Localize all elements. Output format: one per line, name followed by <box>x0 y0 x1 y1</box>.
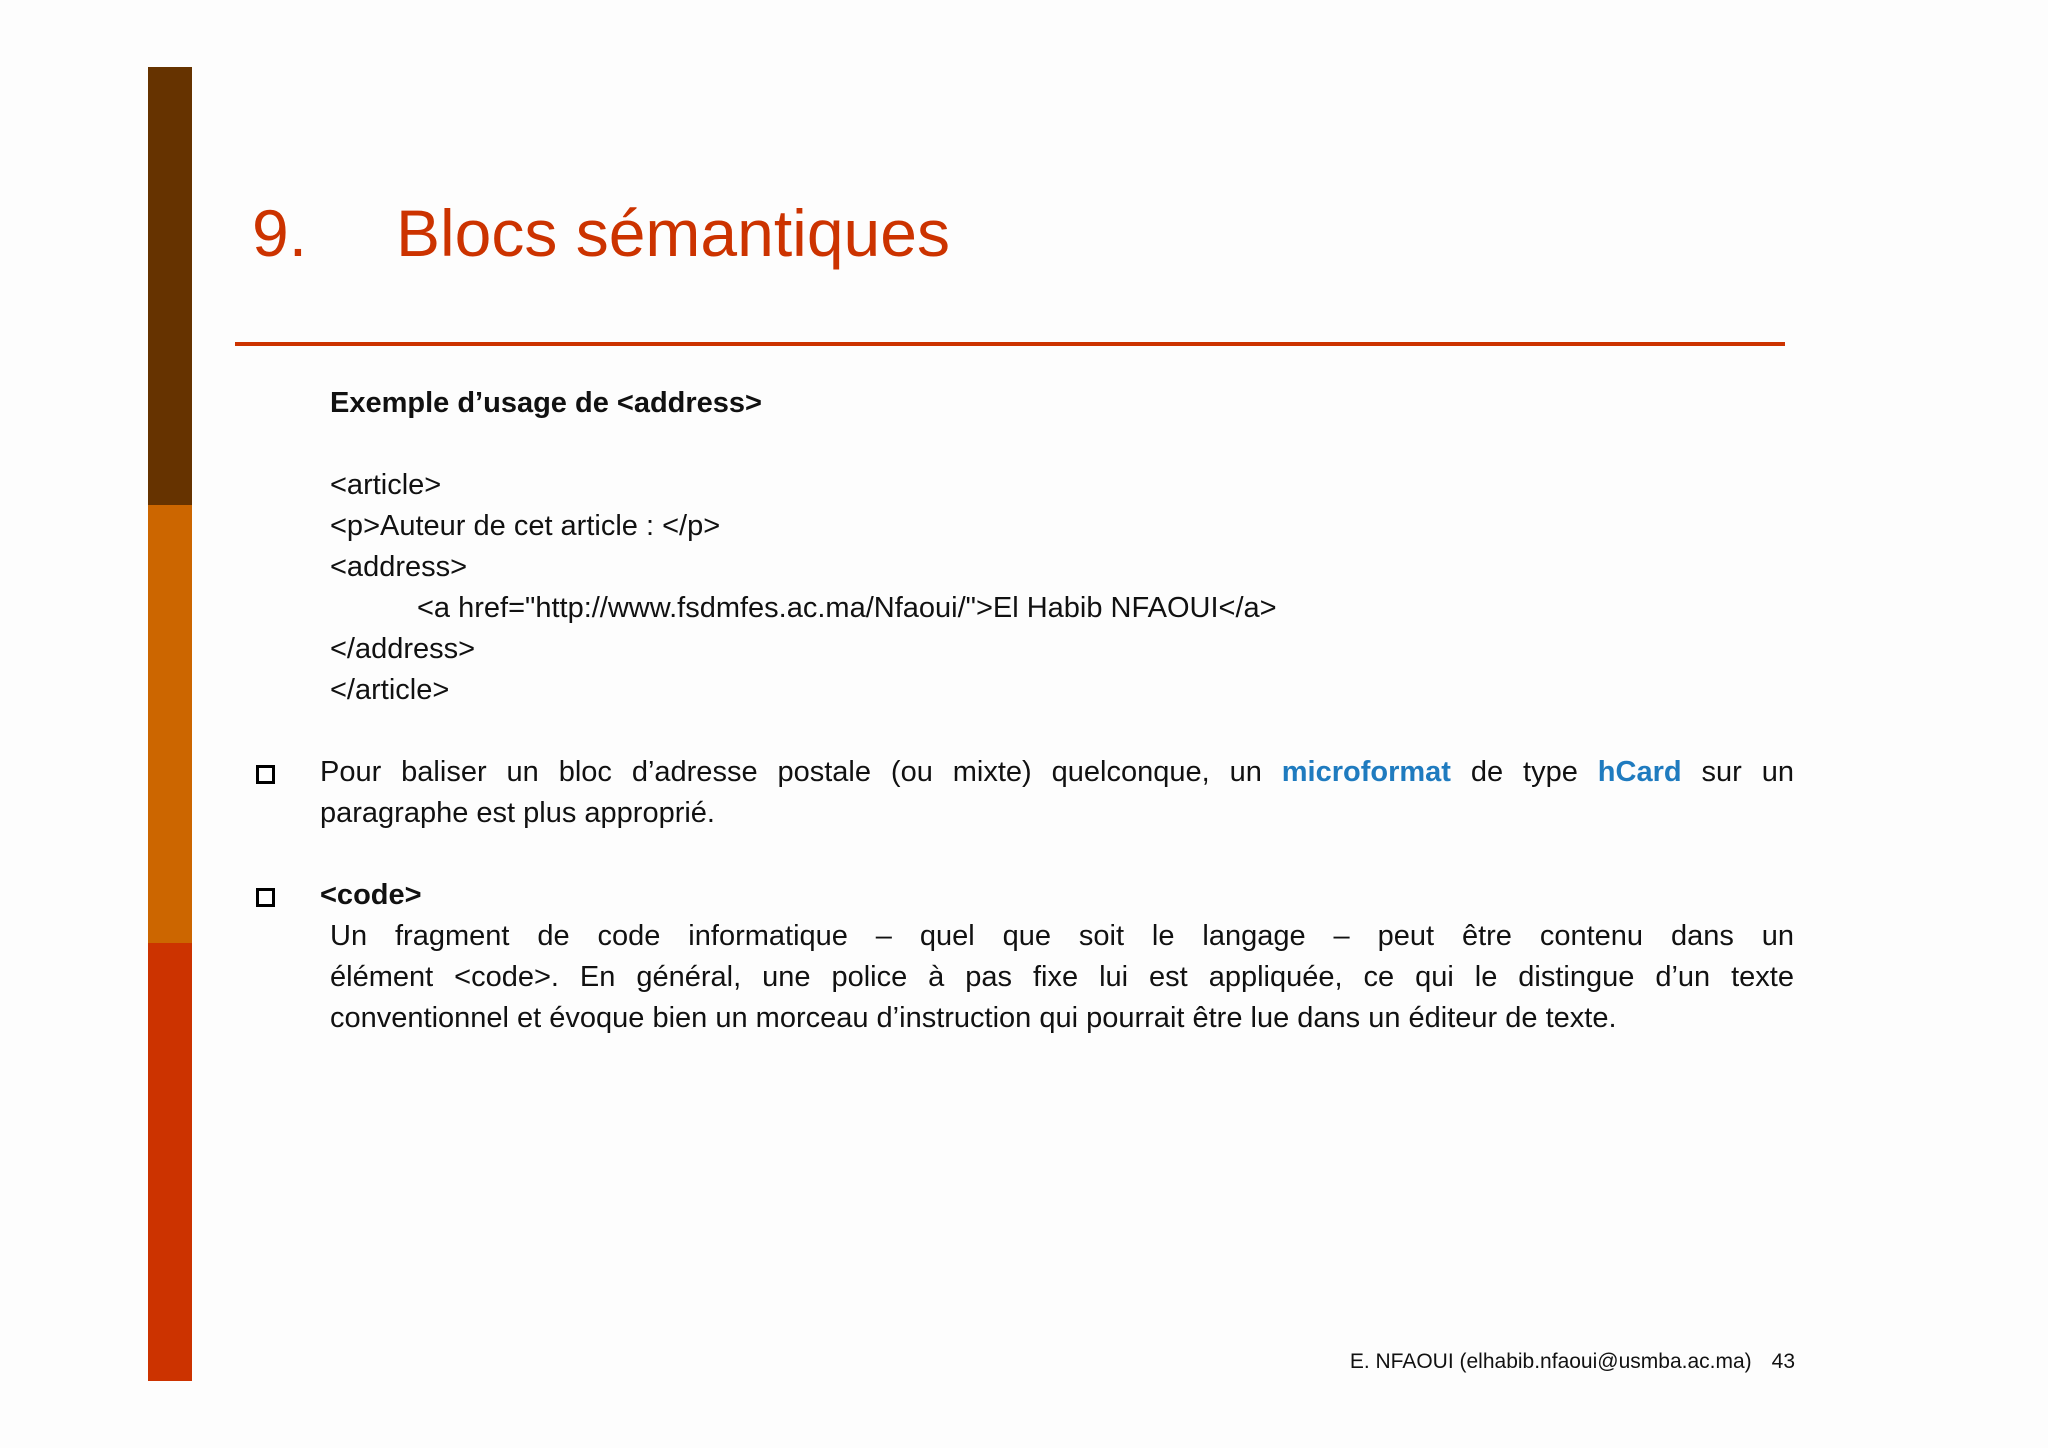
square-bullet-icon <box>256 888 275 907</box>
code-line: </article> <box>330 674 450 706</box>
code-line: <address> <box>330 551 468 583</box>
bullet1-text: sur un <box>1681 756 1794 788</box>
bullet1-text: de type <box>1450 756 1598 788</box>
bullet2-line: élément <code>. En général, une police à pas fixe lui est appliquée, ce qui le distingue d’un texte <box>330 961 1794 993</box>
microformat-term: microformat <box>1281 756 1451 788</box>
bullet1-text: Pour baliser un bloc d’adresse postale (ou mixte) quelconque, un <box>320 756 1282 788</box>
accent-bar-orange <box>148 505 192 943</box>
accent-bar-brown <box>148 67 192 505</box>
title-divider <box>235 342 1785 346</box>
footer-author: E. NFAOUI (elhabib.nfaoui@usmba.ac.ma) <box>1349 1350 1752 1373</box>
code-line: <a href="http://www.fsdmfes.ac.ma/Nfaoui/">El Habib NFAOUI</a> <box>417 592 1277 624</box>
hcard-term: hCard <box>1597 756 1682 788</box>
title-number: 9. <box>252 196 308 270</box>
page-number: 43 <box>1771 1350 1795 1373</box>
accent-bar-red <box>148 943 192 1381</box>
title-text: Blocs sémantiques <box>396 196 950 270</box>
code-line: <article> <box>330 469 442 501</box>
bullet1-line1 <box>320 752 1794 793</box>
bullet2-line: conventionnel et évoque bien un morceau d’instruction qui pourrait être lue dans un éditeur de texte. <box>330 1002 1617 1034</box>
square-bullet-icon <box>256 765 275 784</box>
bullet2-heading: <code> <box>320 879 422 911</box>
code-line: </address> <box>330 633 476 665</box>
bullet1-line2: paragraphe est plus approprié. <box>320 797 715 829</box>
example-heading: Exemple d’usage de <address> <box>330 387 762 419</box>
bullet2-line: Un fragment de code informatique – quel que soit le langage – peut être contenu dans un <box>330 920 1794 952</box>
slide-footer <box>1350 1348 1795 1376</box>
code-line: <p>Auteur de cet article : </p> <box>330 510 721 542</box>
